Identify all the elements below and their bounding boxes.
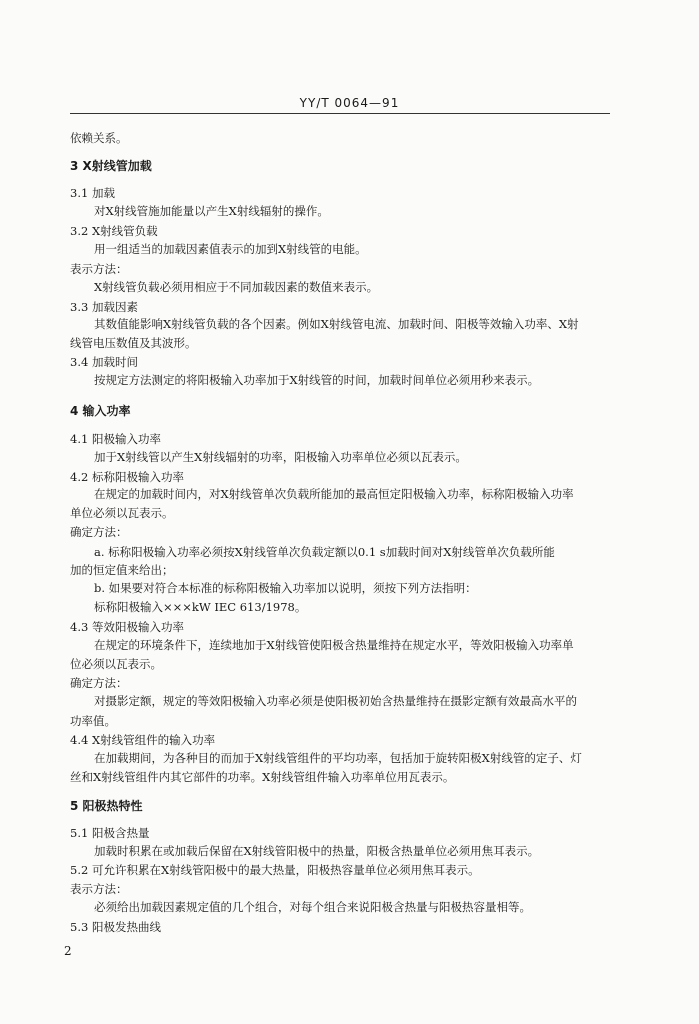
text-line: 位必须以瓦表示。 <box>70 657 162 671</box>
text-line: 加的恒定值来给出； <box>70 563 174 577</box>
subsection-heading: 5.1 阳极含热量 <box>70 826 150 840</box>
text-line: 表示方法： <box>70 882 128 896</box>
text-line: X射线管负载必须用相应于不同加载因素的数值来表示。 <box>94 280 379 294</box>
subsection-heading: 5.3 阳极发热曲线 <box>70 920 161 934</box>
standard-code-header: YY/T 0064—91 <box>299 96 400 110</box>
text-line: 在加载期间，为各种目的而加于X射线管组件的平均功率，包括加于旋转阳极X射线管的定子、灯 <box>94 751 582 765</box>
text-line: 功率值。 <box>70 714 116 728</box>
subsection-heading: 3.3 加载因素 <box>70 300 138 314</box>
subsection-heading: 4.4 X射线管组件的输入功率 <box>70 733 216 747</box>
text-line: 必须给出加载因素规定值的几个组合，对每个组合来说阳极含热量与阳极热容量相等。 <box>94 900 531 914</box>
text-line: 单位必须以瓦表示。 <box>70 506 174 520</box>
text-line: b. 如果要对符合本标准的标称阳极输入功率加以说明，须按下列方法指明： <box>94 581 477 595</box>
section-heading: 4 输入功率 <box>70 404 131 418</box>
subsection-heading: 4.3 等效阳极输入功率 <box>70 620 184 634</box>
subsection-heading: 3.4 加载时间 <box>70 355 138 369</box>
subsection-heading: 5.2 可允许积累在X射线管阳极中的最大热量，阳极热容量单位必须用焦耳表示。 <box>70 863 480 877</box>
text-line: 在规定的环境条件下，连续地加于X射线管使阳极含热量维持在规定水平，等效阳极输入功率单 <box>94 638 574 652</box>
text-line: 加载时积累在或加载后保留在X射线管阳极中的热量，阳极含热量单位必须用焦耳表示。 <box>94 844 540 858</box>
text-line: 丝和X射线管组件内其它部件的功率。X射线管组件输入功率单位用瓦表示。 <box>70 770 455 784</box>
subsection-heading: 3.2 X射线管负载 <box>70 224 158 238</box>
text-line: 对摄影定额，规定的等效阳极输入功率必须是使阳极初始含热量维持在摄影定额有效最高水平的 <box>94 694 577 708</box>
text-line: 确定方法： <box>70 676 128 690</box>
text-line: 标称阳极输入×××kW IEC 613/1978。 <box>94 600 307 614</box>
text-line: 线管电压数值及其波形。 <box>70 336 197 350</box>
subsection-heading: 4.2 标称阳极输入功率 <box>70 470 184 484</box>
text-line: a. 标称阳极输入功率必须按X射线管单次负载定额以0.1 s加载时间对X射线管单次负载所能 <box>94 545 555 559</box>
page-number: 2 <box>64 944 72 958</box>
text-line: 确定方法： <box>70 525 128 539</box>
text-line: 表示方法： <box>70 262 128 276</box>
subsection-heading: 3.1 加载 <box>70 186 115 200</box>
text-line: 在规定的加载时间内，对X射线管单次负载所能加的最高恒定阳极输入功率，标称阳极输入功率 <box>94 487 574 501</box>
text-line: 加于X射线管以产生X射线辐射的功率，阳极输入功率单位必须以瓦表示。 <box>94 450 467 464</box>
text-line: 依赖关系。 <box>70 131 128 145</box>
section-heading: 3 X射线管加载 <box>70 159 152 173</box>
text-line: 按规定方法测定的将阳极输入功率加于X射线管的时间，加载时间单位必须用秒来表示。 <box>94 373 540 387</box>
text-line: 用一组适当的加载因素值表示的加到X射线管的电能。 <box>94 242 367 256</box>
header-rule <box>70 113 610 114</box>
text-line: 其数值能影响X射线管负载的各个因素。例如X射线管电流、加载时间、阳极等效输入功率、X射 <box>94 317 579 331</box>
subsection-heading: 4.1 阳极输入功率 <box>70 432 161 446</box>
section-heading: 5 阳极热特性 <box>70 799 143 813</box>
text-line: 对X射线管施加能量以产生X射线辐射的操作。 <box>94 204 329 218</box>
